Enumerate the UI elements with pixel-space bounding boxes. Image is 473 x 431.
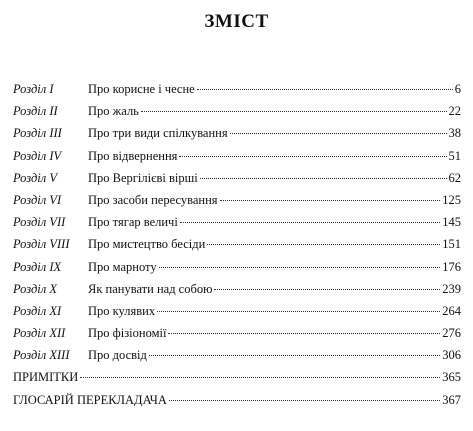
page-number: 264 [442,303,461,318]
chapter-label: Розділ XI [13,303,62,318]
chapter-label: Розділ IX [13,259,62,274]
toc-row [13,192,461,214]
dot-leader [149,355,440,356]
toc-row [13,81,461,103]
entry-title: Про жаль [88,104,139,119]
table-of-contents [13,81,461,414]
toc-row [13,303,461,325]
chapter-label: Розділ VI [13,192,62,207]
entry-title: Про засоби пересування [88,192,218,207]
entry-title: Як панувати над собою [88,281,213,296]
page-number: 239 [442,281,461,296]
page-number: 145 [442,215,461,230]
dot-leader [168,333,440,334]
chapter-label: Розділ V [13,170,57,185]
page-number: 125 [442,192,461,207]
toc-row [13,236,461,258]
dot-leader [214,289,440,290]
entry-title: Про відвернення [88,148,178,163]
toc-row [13,103,461,125]
page-number: 6 [454,82,461,96]
page-number: 22 [448,104,461,119]
dot-leader [169,400,440,401]
entry-title: Про кулявих [88,303,156,318]
page-number: 306 [442,348,461,363]
dot-leader [80,377,440,378]
dot-leader [207,244,440,245]
entry-title: Про тягар величі [88,215,178,230]
page-number: 367 [442,392,461,407]
entry-title: ГЛОСАРІЙ ПЕРЕКЛАДАЧА [13,392,167,407]
toc-row [13,125,461,147]
chapter-label: Розділ X [13,281,57,296]
toc-row [13,170,461,192]
chapter-label: Розділ XIII [13,348,70,363]
entry-title: Про фізіономії [88,326,167,341]
page-number: 151 [442,237,461,252]
chapter-label: Розділ III [13,126,62,141]
dot-leader [157,311,440,312]
page-number: 38 [448,126,461,141]
toc-row [13,281,461,303]
entry-title: Про корисне і чесне [88,82,195,96]
dot-leader [197,89,453,90]
dot-leader [200,178,447,179]
toc-row-notes [13,369,461,391]
entry-title: Про мистецтво бесіди [88,237,206,252]
entry-title: Про Вергілієві вірші [88,170,198,185]
toc-row [13,214,461,236]
chapter-label: Розділ XII [13,326,66,341]
page-title: ЗМІСТ [204,11,269,32]
toc-row [13,148,461,170]
dot-leader [179,156,446,157]
chapter-label: Розділ II [13,104,58,119]
dot-leader [180,222,440,223]
page-number: 276 [442,326,461,341]
chapter-label: Розділ I [13,82,54,96]
page-number: 51 [448,148,461,163]
chapter-label: Розділ VII [13,215,66,230]
entry-title: Про три види спілкування [88,126,228,141]
entry-title: Про досвід [88,348,147,363]
toc-row [13,259,461,281]
page-number: 365 [442,370,461,385]
dot-leader [141,111,447,112]
dot-leader [159,267,441,268]
page-number: 62 [448,170,461,185]
chapter-label: Розділ IV [13,148,62,163]
dot-leader [230,133,447,134]
dot-leader [220,200,441,201]
page-number: 176 [442,259,461,274]
chapter-label: Розділ VIII [13,237,70,252]
toc-row [13,347,461,369]
toc-row [13,325,461,347]
entry-title: Про марноту [88,259,157,274]
entry-title: ПРИМІТКИ [13,370,79,385]
toc-row-glossary [13,392,461,414]
